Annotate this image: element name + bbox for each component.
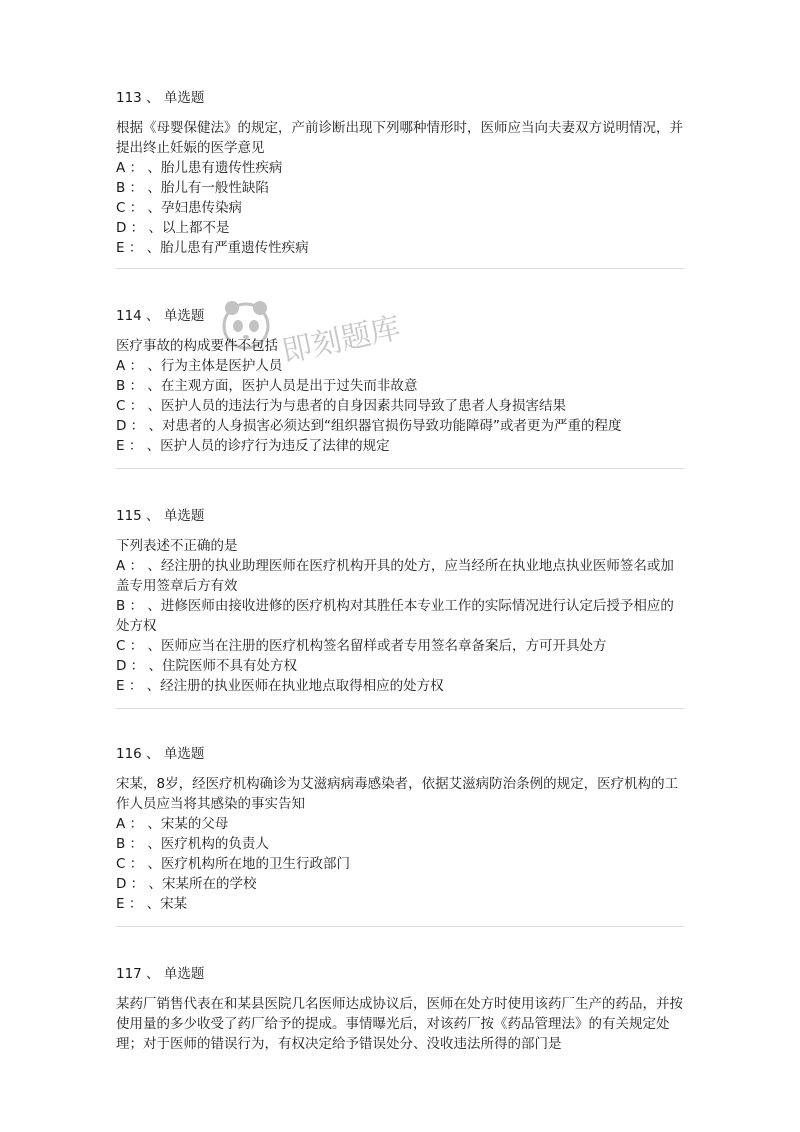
divider [116, 926, 684, 927]
option-e: E ： 、经注册的执业医师在执业地点取得相应的处方权 [116, 678, 444, 694]
option-d: D ： 、对患者的人身损害必须达到“组织器官损伤导致功能障碍”或者更为严重的程度 [116, 418, 622, 434]
divider [116, 708, 684, 709]
option-c: C ： 、孕妇患传染病 [116, 200, 243, 216]
question-header: 113 、 单选题 [116, 90, 205, 106]
option-d: D ： 、以上都不是 [116, 220, 230, 236]
question-body [116, 994, 686, 1054]
option-d: D ： 、宋某所在的学校 [116, 876, 257, 892]
question-header: 116 、 单选题 [116, 746, 205, 762]
question-stem: 医疗事故的构成要件不包括 [116, 338, 278, 354]
option-a: A ： 、宋某的父母 [116, 816, 229, 832]
option-a: A ： 、行为主体是医护人员 [116, 358, 283, 374]
question-117 [116, 964, 686, 1054]
option-e: E ： 、胎儿患有严重遗传性疾病 [116, 240, 309, 256]
question-stem: 宋某，8岁，经医疗机构确诊为艾滋病病毒感染者，依据艾滋病防治条例的规定，医疗机构的工作人员应当将其感染的事实告知 [116, 776, 679, 812]
question-body [116, 336, 686, 456]
watermark-text: 即刻题库 [279, 310, 404, 370]
option-d: D ： 、住院医师不具有处方权 [116, 658, 297, 674]
question-116 [116, 744, 686, 914]
option-a: A ： 、胎儿患有遗传性疾病 [116, 160, 283, 176]
question-header: 114 、 单选题 [116, 308, 205, 324]
question-113 [116, 88, 686, 258]
option-b: B ： 、进修医师由接收进修的医疗机构对其胜任本专业工作的实际情况进行认定后授予相应的处方权 [116, 598, 674, 634]
question-stem: 某药厂销售代表在和某县医院几名医师达成协议后，医师在处方时使用该药厂生产的药品，并按使用量的多少收受了药厂给予的提成。事情曝光后，对该药厂按《药品管理法》的有关规定处理；对于医师的错误行为，有权决定给予错误处分、没收违法所得的部门是 [116, 996, 683, 1052]
option-c: C ： 、医师应当在注册的医疗机构签名留样或者专用签名章备案后，方可开具处方 [116, 638, 607, 654]
divider [116, 468, 684, 469]
option-c: C ： 、医疗机构所在地的卫生行政部门 [116, 856, 351, 872]
option-b: B ： 、在主观方面，医护人员是出于过失而非故意 [116, 378, 418, 394]
option-a: A ： 、经注册的执业助理医师在医疗机构开具的处方，应当经所在执业地点执业医师签名或加盖专用签章后方有效 [116, 558, 674, 594]
question-115 [116, 506, 686, 696]
option-c: C ： 、医护人员的违法行为与患者的自身因素共同导致了患者人身损害结果 [116, 398, 567, 414]
question-stem: 下列表述不正确的是 [116, 538, 238, 554]
option-b: B ： 、医疗机构的负责人 [116, 836, 269, 852]
question-114 [116, 306, 686, 456]
question-body [116, 774, 686, 914]
divider [116, 268, 684, 269]
question-header: 115 、 单选题 [116, 508, 205, 524]
question-stem: 根据《母婴保健法》的规定，产前诊断出现下列哪种情形时，医师应当向夫妻双方说明情况，并提出终止妊娠的医学意见 [116, 120, 683, 156]
question-body [116, 536, 686, 696]
option-e: E ： 、宋某 [116, 896, 188, 912]
option-e: E ： 、医护人员的诊疗行为违反了法律的规定 [116, 438, 390, 454]
option-b: B ： 、胎儿有一般性缺陷 [116, 180, 269, 196]
question-body [116, 118, 686, 258]
question-header: 117 、 单选题 [116, 966, 205, 982]
